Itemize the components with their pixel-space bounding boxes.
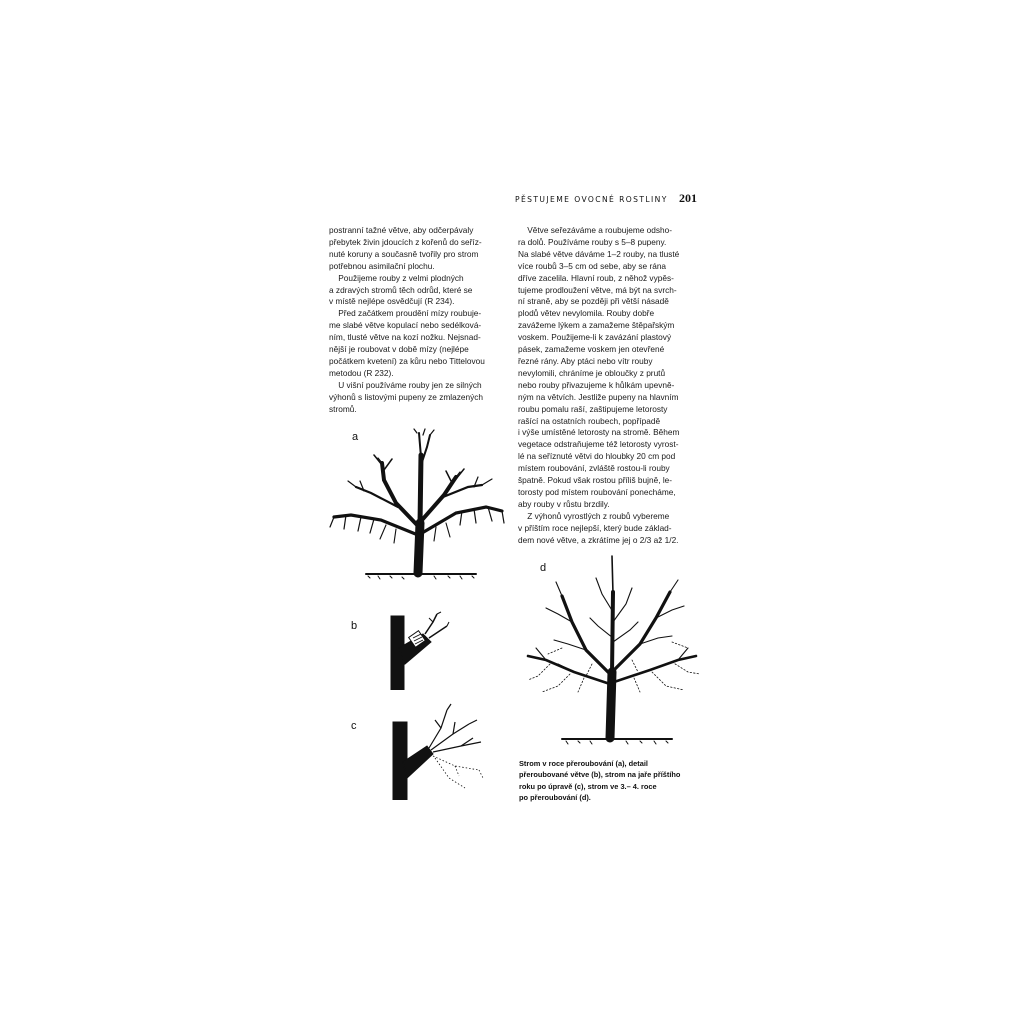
text-line: v místě nejlépe osvědčují (R 234). (329, 296, 455, 307)
text-line: Na slabé větve dáváme 1–2 rouby, na tlusté (518, 248, 680, 259)
figure-a-tree-illustration (326, 425, 506, 585)
text-line: ným na větvích. Jestliže pupeny na hlavním (518, 391, 679, 402)
text-line: postranní tažné větve, aby odčerpávaly (329, 225, 474, 235)
text-line: lé na seříznuté větvi do hloubky 20 cm pod (518, 451, 676, 462)
figure-label-d: d (540, 562, 547, 574)
text-line: aby rouby v růstu brzdily. (518, 498, 610, 509)
text-line: řezné rány. Aby ptáci nebo vítr rouby (518, 355, 653, 366)
text-line: více roubů 3–5 cm od sebe, aby se rána (518, 260, 667, 271)
left-text-column (329, 225, 501, 416)
text-line: a zdravých stromů těch odrůd, které se (329, 284, 473, 295)
text-line: stromů. (329, 403, 357, 414)
text-line: nebo rouby přivazujeme k hůlkám upevně- (518, 379, 675, 390)
text-line: Před začátkem proudění mízy roubuje- (329, 308, 482, 319)
figure-d-tree-later (522, 552, 702, 752)
figure-b-graft-detail (385, 608, 455, 690)
text-line: zavážeme lýkem a zamažeme štěpařským (518, 320, 675, 331)
text-line: počátkem kvetení) za kůru nebo Tittelovou (329, 355, 485, 366)
caption-line: roku po úpravě (c), strom ve 3.– 4. roce (519, 781, 657, 791)
text-line: ním, tlusté větve na kozí nožku. Nejsnad- (329, 332, 481, 343)
text-line: vegetace odstraňujeme též letorosty vyrost- (518, 439, 679, 450)
text-line: dříve zacelila. Hlavní roub, z něhož vypěs- (518, 272, 674, 283)
figure-c-tree-spring (385, 698, 485, 800)
text-line: místem roubování, zvláště rostou-li rouby (518, 463, 670, 474)
running-title: PĚSTUJEME OVOCNÉ ROSTLINY (515, 195, 668, 204)
text-line: přebytek živin jdoucích z kořenů do seříz- (329, 236, 482, 247)
text-line: Použijeme rouby z velmi plodných (329, 272, 464, 283)
figure-label-c: c (351, 720, 357, 732)
right-text-column (518, 225, 698, 546)
text-line: výhonů s listovými pupeny ze zmlazených (329, 391, 484, 402)
text-line: potřebnou asimilační plochu. (329, 260, 435, 271)
text-line: nější je roubovat v době mízy (nejlépe (329, 344, 469, 355)
text-line: pásek, zamažeme voskem jen otevřené (518, 344, 665, 355)
text-line: Z výhonů vyrostlých z roubů vybereme (518, 510, 670, 521)
text-line: ní straně, aby se později při větší násadě (518, 296, 669, 307)
figure-label-a: a (352, 431, 359, 443)
page-number: 201 (679, 191, 697, 205)
text-line: dem nové větve, a zkrátíme jej o 2/3 až 1/2. (518, 534, 679, 545)
text-line: nevylomili, chráníme je obloučky z prutů (518, 367, 666, 378)
text-line: voskem. Použijeme-li k zavázání plastový (518, 332, 672, 343)
text-line: Větve seřezáváme a roubujeme odsho- (518, 225, 673, 235)
caption-line: přeroubované větve (b), strom na jaře příštího (519, 770, 681, 780)
text-line: plodů větev nevylomila. Rouby dobře (518, 308, 655, 319)
caption-line: Strom v roce přeroubování (a), detail (519, 759, 648, 768)
text-line: nuté koruny a současně tvořily pro strom (329, 248, 479, 259)
figure-caption (519, 758, 701, 804)
text-line: ra dolů. Používáme rouby s 5–8 pupeny. (518, 236, 667, 247)
text-line: torosty pod místem roubování ponecháme, (518, 486, 676, 497)
text-line: špatně. Pokud však rostou příliš bujně, le- (518, 475, 673, 486)
text-line: roubu pomalu raší, zaštipujeme letorosty (518, 403, 668, 414)
text-line: v příštím roce nejlepší, který bude základ- (518, 522, 672, 533)
text-line: i výše umístěné letorosty na stromě. Během (518, 427, 680, 438)
text-line: me slabé větve kopulací nebo sedélková- (329, 320, 482, 331)
page-header (515, 192, 697, 206)
text-line: tujeme prodloužení větve, má být na svrch- (518, 284, 677, 295)
text-line: U višní používáme rouby jen ze silných (329, 379, 482, 390)
caption-line: po přeroubování (d). (519, 793, 591, 803)
text-line: rašící na ostatních roubech, popřípadě (518, 415, 661, 426)
text-line: metodou (R 232). (329, 367, 394, 378)
figure-label-b: b (351, 620, 358, 632)
